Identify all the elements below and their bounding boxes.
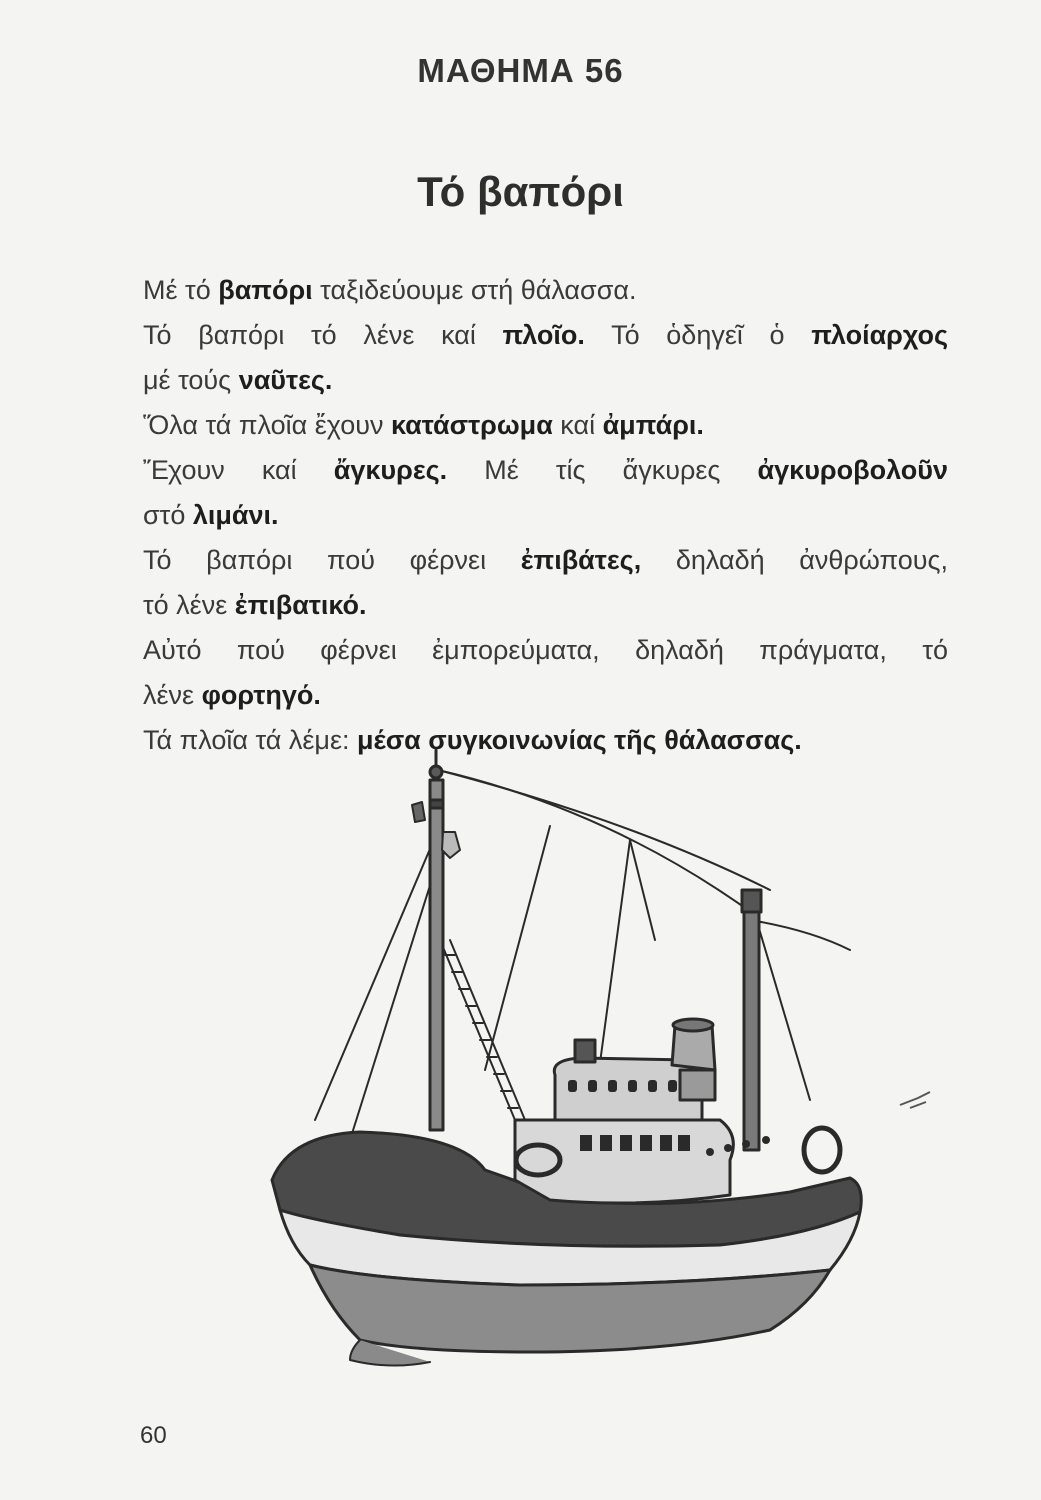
text-line	[143, 628, 948, 673]
bold-term: πλοίαρχος	[811, 320, 948, 350]
bold-term: ναῦτες.	[238, 365, 333, 395]
life-ring	[804, 1128, 840, 1172]
text-line	[143, 358, 963, 403]
bold-term: ἐπιβατικό.	[234, 590, 367, 620]
text-line	[143, 268, 963, 313]
text-segment: τό λένε	[143, 590, 235, 620]
bold-term: ἐπιβάτες,	[520, 545, 642, 575]
bold-term: λιμάνι.	[192, 500, 279, 530]
bold-term: πλοῖο.	[502, 320, 585, 350]
text-line	[143, 583, 963, 628]
text-segment: Ἔχουν καί	[143, 455, 334, 485]
text-segment: Αὐτό πού φέρνει ἐμπορεύματα, δηλαδή πράγματα, τό	[143, 635, 948, 665]
text-segment: Ὅλα τά πλοῖα ἔχουν	[143, 410, 391, 440]
ship-illustration	[250, 740, 950, 1390]
text-segment: Τό βαπόρι τό λένε καί	[143, 320, 503, 350]
bold-term: βαπόρι	[218, 275, 313, 305]
rigging-line	[485, 826, 550, 1070]
text-segment: Μέ τό	[143, 275, 219, 305]
cabin-lower	[515, 1120, 733, 1203]
bold-term: ἄγκυρες.	[333, 455, 448, 485]
rigging-line	[438, 770, 755, 915]
front-mast	[430, 780, 443, 1130]
bold-term: φορτηγό.	[201, 680, 321, 710]
rigging-line	[350, 860, 438, 1140]
rear-mast	[744, 910, 759, 1150]
rigging-line	[438, 770, 770, 890]
text-segment: Μέ τίς ἄγκυρες	[447, 455, 758, 485]
text-segment: μέ τούς	[143, 365, 239, 395]
text-line	[143, 403, 963, 448]
bold-term: ἀγκυροβολοῦν	[757, 455, 948, 485]
page-number: 60	[140, 1422, 167, 1449]
text-line	[143, 538, 948, 583]
text-segment: λένε	[143, 680, 202, 710]
bold-term: ἀμπάρι.	[602, 410, 704, 440]
rigging-line	[315, 830, 438, 1120]
text-segment: Τό βαπόρι πού φέρνει	[143, 545, 521, 575]
bold-term: κατάστρωμα	[390, 410, 553, 440]
text-line	[143, 493, 963, 538]
text-line	[143, 313, 948, 358]
rigging-line	[755, 915, 810, 1100]
bold-term: μέσα συγκοινωνίας τῆς θάλασσας.	[357, 725, 802, 755]
lesson-text	[143, 268, 963, 763]
rigging-line	[630, 840, 655, 940]
vent	[575, 1040, 595, 1062]
text-segment: δηλαδή ἀνθρώπους,	[641, 545, 948, 575]
text-segment: Τό ὁδηγεῖ ὁ	[584, 320, 812, 350]
text-segment: ταξιδεύουμε στή θάλασσα.	[312, 275, 637, 305]
text-line	[143, 448, 948, 493]
bird-icon	[900, 1092, 930, 1108]
text-segment: καί	[552, 410, 603, 440]
lesson-heading: ΜΑΘΗΜΑ 56	[417, 52, 624, 89]
text-segment: Τά πλοῖα τά λέμε:	[143, 725, 358, 755]
text-line	[143, 673, 963, 718]
lesson-title: Τό βαπόρι	[417, 168, 624, 215]
text-segment: στό	[143, 500, 193, 530]
